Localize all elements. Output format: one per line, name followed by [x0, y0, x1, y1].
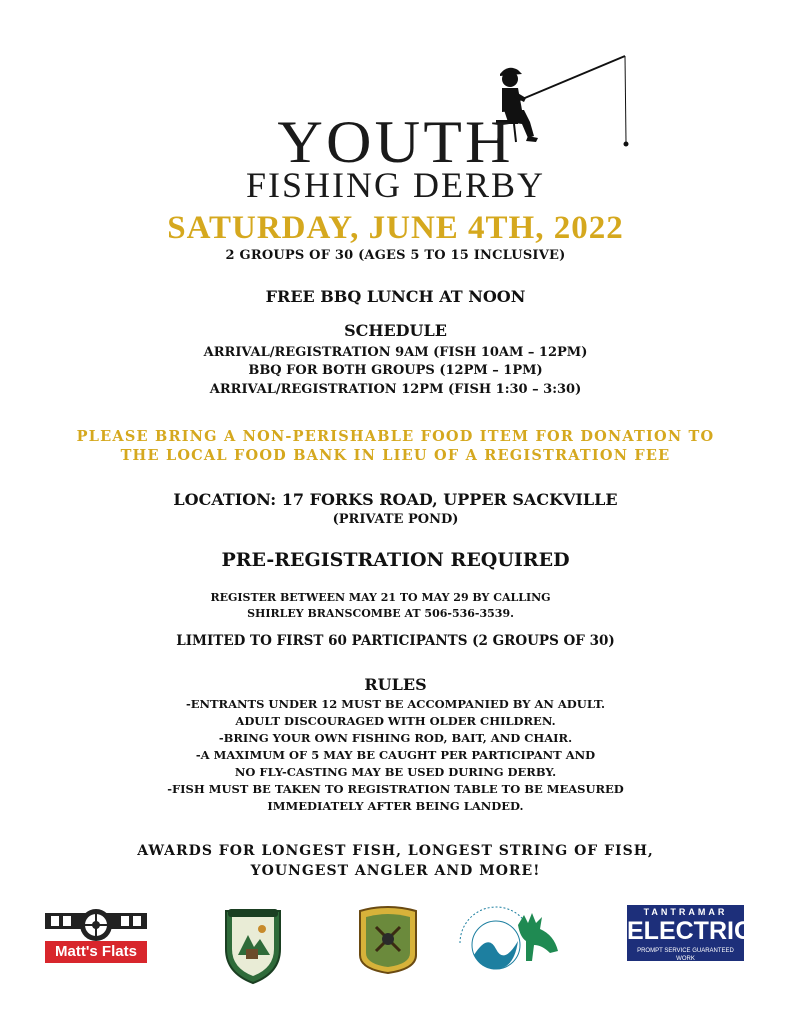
preregistration-title: PRE-REGISTRATION REQUIRED — [221, 549, 570, 571]
title-youth: YOUTH — [277, 109, 514, 175]
title-fishing-derby: FISHING DERBY — [245, 165, 546, 205]
rule-line: -ENTRANTS UNDER 12 MUST BE ACCOMPANIED BY AN ADULT. — [185, 697, 606, 711]
conservation-club-logo — [218, 905, 288, 985]
tantramar-main-label: ELECTRIC — [627, 917, 752, 945]
schedule-item: ARRIVAL/REGISTRATION 9AM (FISH 10AM – 12PM) — [203, 345, 588, 360]
rule-line: -BRING YOUR OWN FISHING ROD, BAIT, AND CHAIR. — [218, 731, 573, 745]
tantramar-electric-logo — [627, 905, 752, 962]
rule-line: -A MAXIMUM OF 5 MAY BE CAUGHT PER PARTICIPANT AND — [195, 748, 596, 762]
limited-participants: LIMITED TO FIRST 60 PARTICIPANTS (2 GROUPS OF 30) — [176, 633, 615, 649]
registration-line: REGISTER BETWEEN MAY 21 TO MAY 29 BY CALLING — [210, 591, 551, 604]
tantramar-tagline: PROMPT SERVICE GUARANTEED WORK — [637, 948, 734, 962]
groups-info: 2 GROUPS OF 30 (AGES 5 TO 15 INCLUSIVE) — [225, 248, 566, 263]
matts-flats-logo — [45, 905, 147, 965]
awards-line: YOUNGEST ANGLER AND MORE! — [250, 863, 541, 879]
registration-line: SHIRLEY BRANSCOMBE AT 506-536-3539. — [247, 607, 514, 620]
rule-line: NO FLY-CASTING MAY BE USED DURING DERBY. — [234, 765, 557, 779]
awards-line: AWARDS FOR LONGEST FISH, LONGEST STRING OF FISH, — [137, 843, 654, 859]
rod-and-gun-club-logo — [356, 905, 420, 975]
event-date: SATURDAY, JUNE 4TH, 2022 — [167, 210, 624, 246]
tantramar-top-label: TANTRAMAR — [643, 907, 728, 917]
matts-flats-label: Matt's Flats — [55, 943, 137, 960]
location-line: LOCATION: 17 FORKS ROAD, UPPER SACKVILLE — [173, 490, 618, 509]
donation-line: THE LOCAL FOOD BANK IN LIEU OF A REGISTRATION FEE — [120, 447, 671, 464]
location-sub: (PRIVATE POND) — [332, 512, 459, 527]
donation-line: PLEASE BRING A NON-PERISHABLE FOOD ITEM FOR DONATION TO — [76, 428, 715, 445]
schedule-item: BBQ FOR BOTH GROUPS (12PM – 1PM) — [248, 363, 543, 378]
rule-line: -FISH MUST BE TAKEN TO REGISTRATION TABLE TO BE MEASURED — [167, 782, 624, 796]
rule-line: IMMEDIATELY AFTER BEING LANDED. — [267, 799, 524, 813]
wildlife-trust-fund-logo — [458, 905, 566, 981]
rules-title: RULES — [364, 675, 427, 694]
schedule-title: SCHEDULE — [344, 321, 447, 340]
rule-line: ADULT DISCOURAGED WITH OLDER CHILDREN. — [235, 714, 556, 728]
schedule-item: ARRIVAL/REGISTRATION 12PM (FISH 1:30 – 3:30) — [209, 382, 582, 397]
bbq-info: FREE BBQ LUNCH AT NOON — [265, 287, 526, 306]
